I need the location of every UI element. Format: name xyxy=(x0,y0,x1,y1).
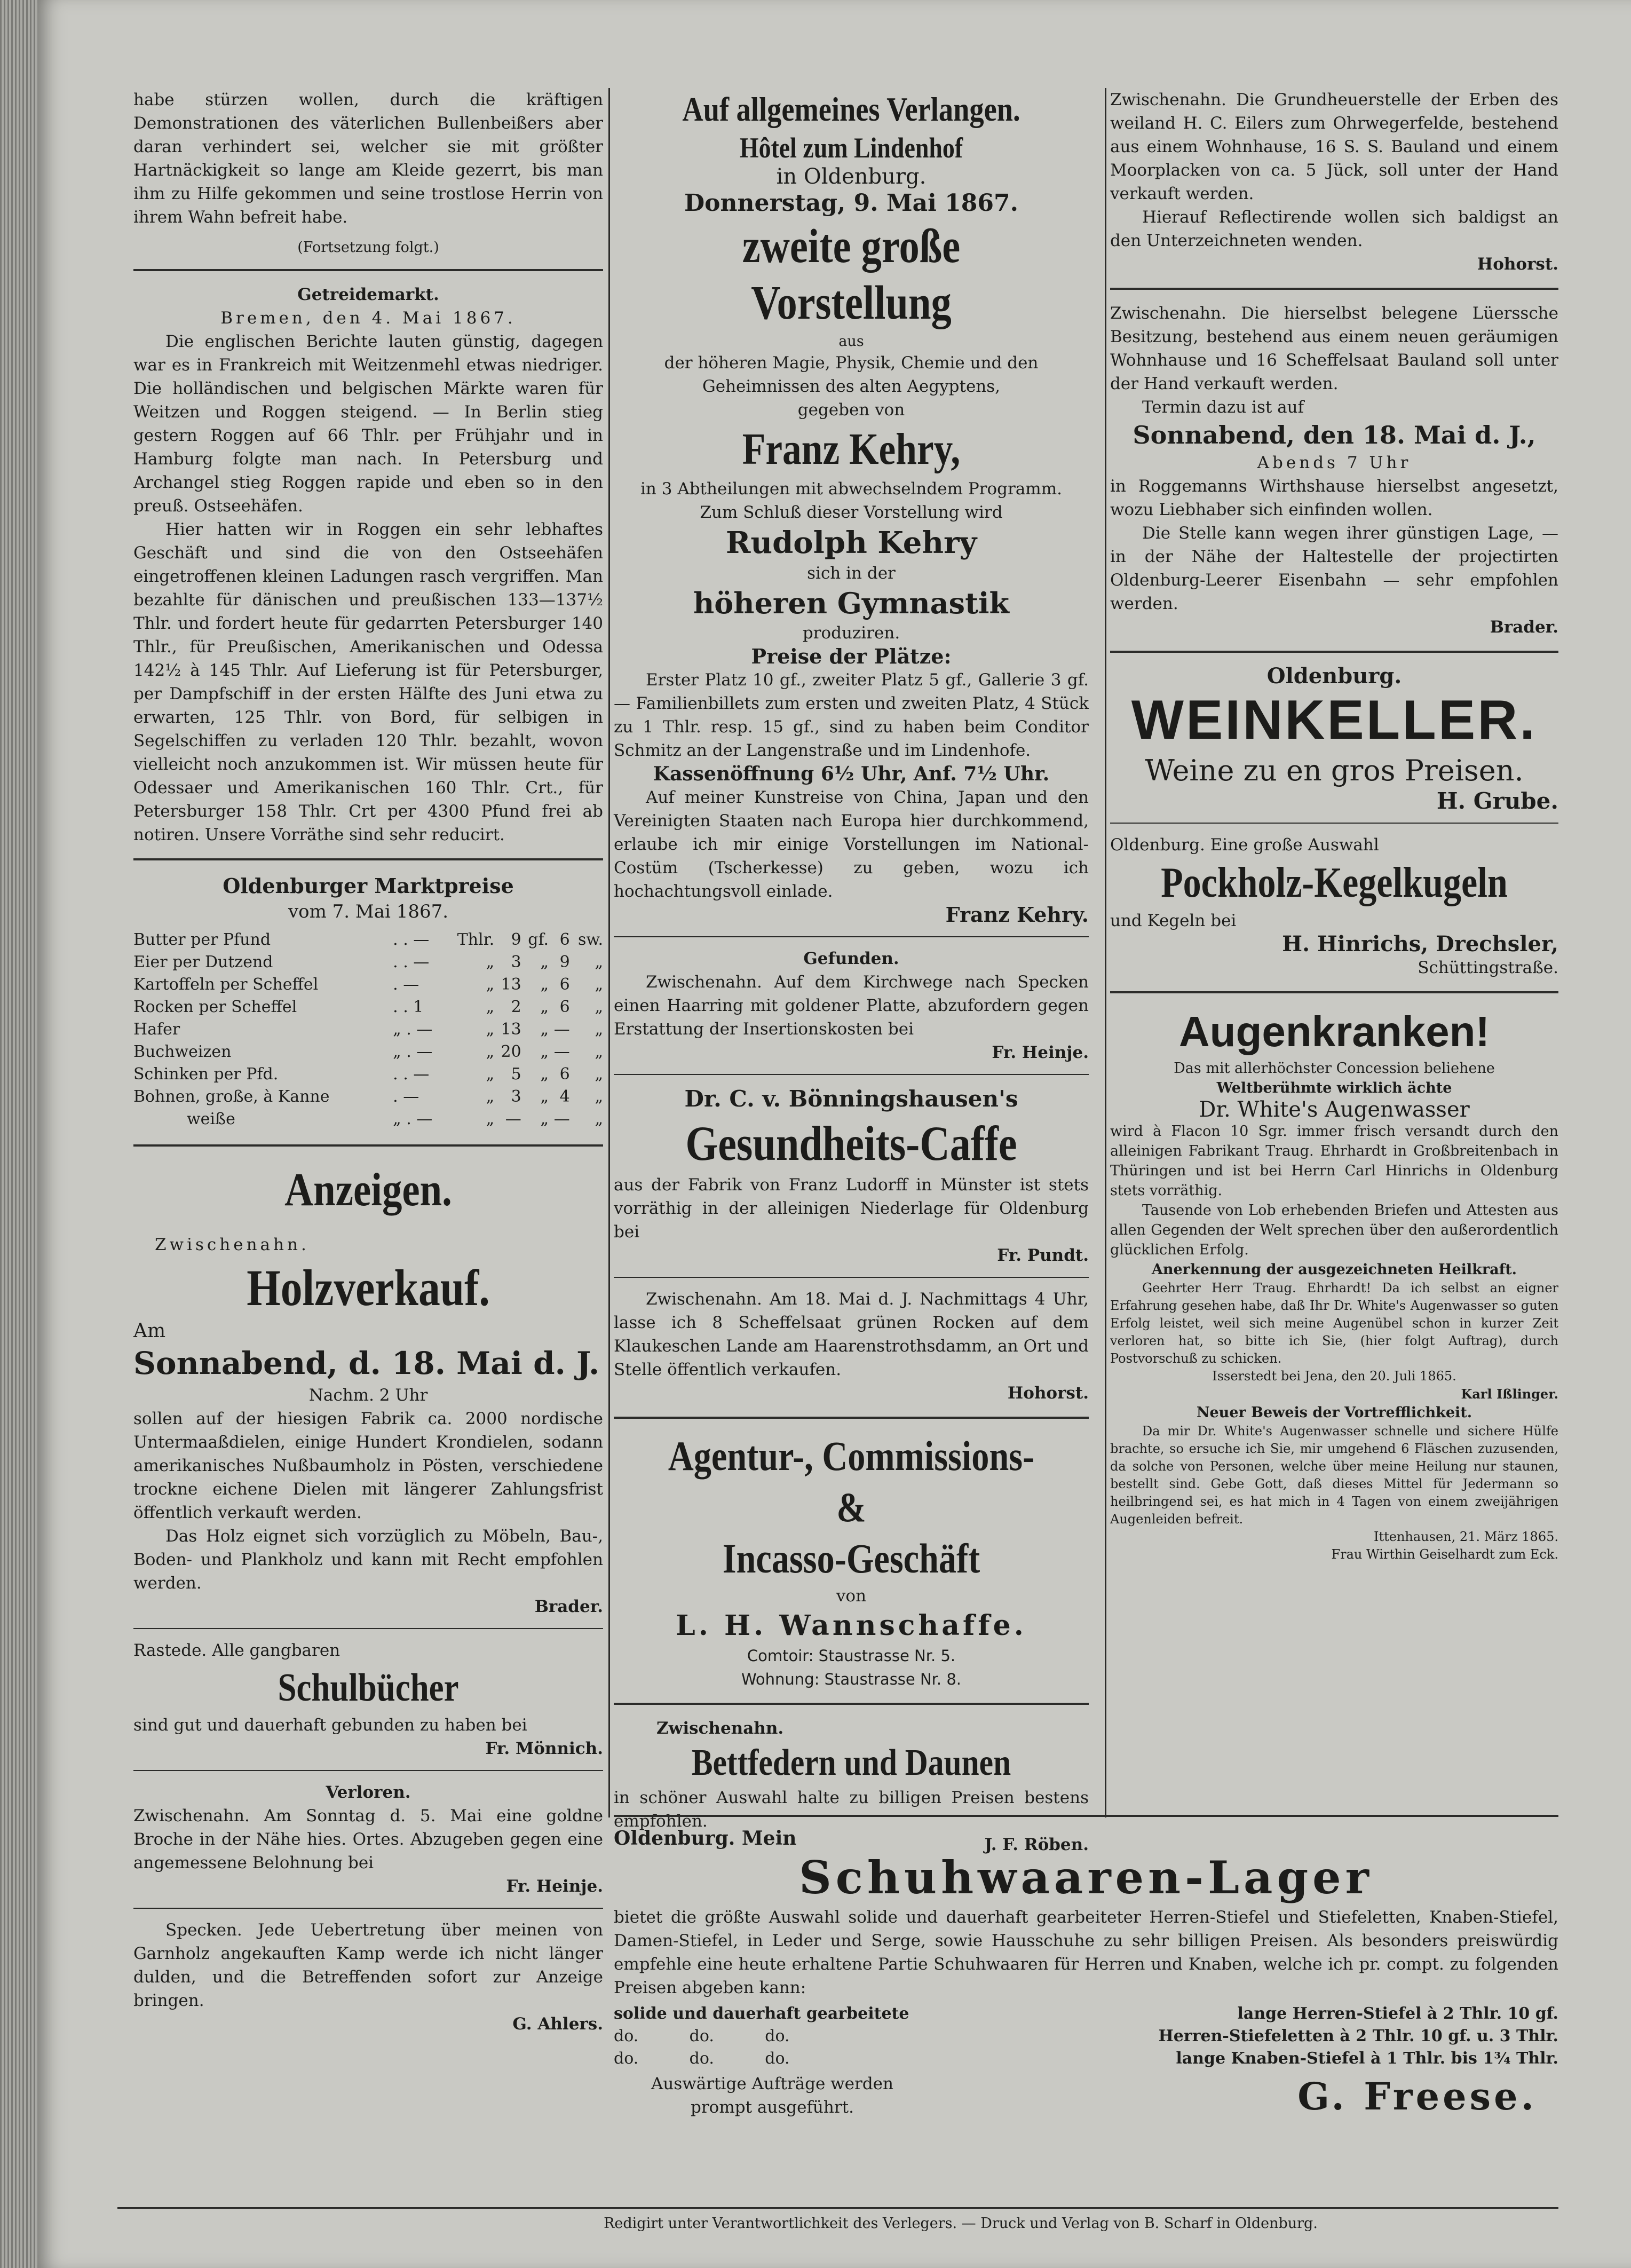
found-title: Gefunden. xyxy=(803,949,899,968)
price-cell: 6 xyxy=(559,998,570,1016)
price-cell: 4 xyxy=(559,1087,570,1106)
price-cell: „ xyxy=(540,998,549,1016)
shoe-title: Schuhwaaren-Lager xyxy=(799,1851,1373,1904)
agency-office: Comtoir: Staustrasse Nr. 5. xyxy=(747,1647,956,1665)
agency-title-2: Incasso-Geschäft xyxy=(722,1535,980,1582)
show-produziren: produziren. xyxy=(802,623,900,643)
eye-testimonial: Geehrter Herr Traug. Ehrhardt! Da ich selbst an eigner Erfahrung gesehen habe, daß Ihr Dr. White's Augenwasser so guten Erfolg leistet, weil sich meine Augenübel schon in kurzer Zeit verloren hat, so bitte ich Sie, (hier folgt Auftrag), durch Postvorschuß zu schicken. xyxy=(1110,1281,1558,1366)
price-cell: „ xyxy=(540,1110,549,1128)
kegel-text: und Kegeln bei xyxy=(1110,911,1237,930)
grain-dateline: Bremen, den 4. Mai 1867. xyxy=(220,309,516,328)
price-cell: „ xyxy=(486,1110,495,1128)
found-text: Zwischenahn. Auf dem Kirchwege nach Specken einen Haarring mit goldener Platte, abzufordern gegen Erstattung der Insertionskosten bei xyxy=(614,973,1089,1039)
lost-text: Zwischenahn. Am Sonntag d. 5. Mai eine goldne Broche in der Nähe hies. Ortes. Abzugeben gegen eine angemessene Belohnung bei xyxy=(133,1806,603,1872)
price-cell: „ xyxy=(540,1042,549,1061)
price-cell: „ . — xyxy=(393,1042,433,1061)
eye-text: wird à Flacon 10 Sgr. immer frisch versandt durch den alleinigen Fabrikant Traug. Ehrhardt in Großbreitenbach in Thüringen und ist bei Herrn Carl Hinrichs in Oldenburg stets vorräthig. xyxy=(1110,1123,1558,1199)
price-cell: „ xyxy=(595,1065,603,1084)
price-row xyxy=(133,1108,603,1131)
price-cell: . . — xyxy=(393,953,430,971)
eye-line: Das mit allerhöchster Concession beliehene xyxy=(1174,1060,1495,1077)
price-cell: . — xyxy=(393,975,419,994)
shoe-quality: do. do. do. xyxy=(614,2027,790,2045)
price-cell: „ xyxy=(540,975,549,994)
shoe-price-row xyxy=(614,2003,1558,2025)
price-row xyxy=(133,1018,603,1041)
agency-title: Agentur-, Commissions- & xyxy=(668,1433,1035,1530)
prices-heading: Preise der Plätze: xyxy=(751,644,952,668)
weinkeller-signature: H. Grube. xyxy=(1436,788,1558,814)
holz-title: Holzverkauf. xyxy=(247,1259,490,1316)
holz-time: Nachm. 2 Uhr xyxy=(308,1386,428,1405)
price-cell: „ xyxy=(486,1042,495,1061)
grain-paragraph: Die englischen Berichte lauten günstig, dagegen war es in Frankreich mit Weitzenmehl etwas niedriger. Die holländischen und belgischen Märkte waren für Weitzen und Roggen steigend. — In Berlin stieg gestern Roggen auf 66 Thlr. per Frühjahr und in Hamburg folgte man nach. In Petersburg und Archangel stieg Roggen rapide und eben so in den preuß. Ostseehäfen. xyxy=(133,332,603,516)
shoe-advertisement xyxy=(614,1815,1558,2119)
price-cell: 2 xyxy=(511,998,521,1016)
price-cell: „ xyxy=(486,998,495,1016)
price-cell: „ . — xyxy=(393,1020,433,1039)
price-cell: Butter per Pfund xyxy=(133,930,271,949)
column-rule xyxy=(1105,88,1106,1817)
found-signature: Fr. Heinje. xyxy=(992,1043,1089,1062)
bett-title: Bettfedern und Daunen xyxy=(691,1742,1011,1783)
price-cell: gf. xyxy=(528,930,549,949)
schul-title: Schulbücher xyxy=(278,1666,459,1710)
show-aus: aus xyxy=(838,333,864,350)
grundheuer-text: Hierauf Reflectirende wollen sich baldigst an den Unterzeichneten wenden. xyxy=(1110,208,1558,250)
price-cell: 6 xyxy=(559,930,570,949)
eye-text: Tausende von Lob erhebenden Briefen und Attesten aus allen Gegenden der Welt sprechen über den außerordentlich glücklichen Erfolg. xyxy=(1110,1202,1558,1258)
shoe-price: lange Knaben-Stiefel à 1 Thlr. bis 1¾ Thlr. xyxy=(1176,2049,1558,2068)
holz-place: Zwischenahn. xyxy=(155,1235,310,1254)
show-title: zweite große Vorstellung xyxy=(742,220,961,329)
luers-date: Sonnabend, den 18. Mai d. J., xyxy=(1133,421,1536,449)
price-row xyxy=(133,996,603,1018)
box-office: Kassenöffnung 6½ Uhr, Anf. 7½ Uhr. xyxy=(653,763,1050,785)
shoe-price-row xyxy=(614,2048,1558,2070)
price-cell: 20 xyxy=(501,1042,521,1061)
continued-note: (Fortsetzung folgt.) xyxy=(297,239,439,256)
price-cell: . . — xyxy=(393,1065,430,1084)
price-cell: „ xyxy=(595,1110,603,1128)
show-program: in 3 Abtheilungen mit abwechselndem Programm. xyxy=(640,479,1062,499)
caffe-text: aus der Fabrik von Franz Ludorff in Münster ist stets vorräthig in der alleinigen Niederlage für Oldenburg bei xyxy=(614,1175,1089,1242)
price-row xyxy=(133,1041,603,1063)
price-cell: „ xyxy=(595,1042,603,1061)
price-cell: Eier per Dutzend xyxy=(133,953,273,971)
price-row xyxy=(133,974,603,996)
shoe-lead: Oldenburg. Mein xyxy=(614,1827,797,1850)
schul-text: sind gut und dauerhaft gebunden zu haben bei xyxy=(133,1716,527,1735)
column-right xyxy=(1110,88,1558,1563)
shoe-note: prompt ausgeführt. xyxy=(691,2098,854,2117)
price-cell: Hafer xyxy=(133,1020,180,1039)
show-closing: Zum Schluß dieser Vorstellung wird xyxy=(700,503,1003,522)
show-given-by: gegeben von xyxy=(797,400,905,420)
kegel-address: Schüttingstraße. xyxy=(1418,958,1558,977)
eye-title: Augenkranken! xyxy=(1178,1008,1490,1055)
performer-name: Franz Kehry, xyxy=(742,424,961,474)
footer-rule xyxy=(117,2207,1558,2209)
kegel-lead: Oldenburg. Eine große Auswahl xyxy=(1110,835,1379,855)
price-cell: — xyxy=(505,1110,521,1128)
holz-am: Am xyxy=(133,1320,166,1342)
price-cell: „ xyxy=(486,953,495,971)
ads-heading: Anzeigen. xyxy=(284,1164,452,1216)
eye-product: Dr. White's Augenwasser xyxy=(1199,1097,1470,1122)
price-cell: Thlr. xyxy=(457,930,495,949)
price-cell: sw. xyxy=(577,930,603,949)
price-cell: — xyxy=(553,1042,570,1061)
price-cell: 6 xyxy=(559,975,570,994)
bett-place: Zwischenahn. xyxy=(656,1719,784,1738)
shoe-text: bietet die größte Auswahl solide und dauerhaft gearbeiteter Herren-Stiefel und Stiefeletten, Knaben-Stiefel, Damen-Stiefel, in Leder und Serge, sowie Hausschuhe zu sehr billigen Preisen. Als besonders preiswürdig empfehle eine heute erhaltene Partie Schuhwaaren für Herren und Knaben, welche ich pr. compt. zu folgenden Preisen abgeben kann: xyxy=(614,1908,1558,1997)
kegel-signature: H. Hinrichs, Drechsler, xyxy=(1282,931,1558,957)
column-left xyxy=(133,88,603,2036)
price-cell: . . 1 xyxy=(393,998,424,1016)
price-row xyxy=(133,929,603,951)
price-cell: „ xyxy=(540,1020,549,1039)
lost-title: Verloren. xyxy=(326,1783,411,1802)
agency-name: L. H. Wannschaffe. xyxy=(676,1609,1027,1642)
price-cell: — xyxy=(553,1110,570,1128)
price-cell: 5 xyxy=(511,1065,521,1084)
imprint-footer: Redigirt unter Verantwortlichkeit des Verlegers. — Druck und Verlag von B. Scharf in Oldenburg. xyxy=(604,2215,1318,2232)
price-cell: Bohnen, große, à Kanne xyxy=(133,1087,330,1106)
holz-text: Das Holz eignet sich vorzüglich zu Möbeln, Bau-, Boden- und Plankholz und kann mit Recht empfohlen werden. xyxy=(133,1527,603,1593)
price-cell: — xyxy=(553,1020,570,1039)
eye-testimonial-place: Isserstedt bei Jena, den 20. Juli 1865. xyxy=(1212,1369,1456,1384)
eye-testimonial-place: Ittenhausen, 21. März 1865. xyxy=(1373,1529,1558,1544)
show-city: in Oldenburg. xyxy=(776,164,927,189)
holz-signature: Brader. xyxy=(534,1597,603,1616)
shoe-price-row xyxy=(614,2025,1558,2048)
grundheuer-text: Zwischenahn. Die Grundheuerstelle der Erben des weiland H. C. Eilers zum Ohrwegerfelde, bestehend aus einem Wohnhause, 16 S. S. Bauland und einem Moorplacken von ca. 5 Jück, soll unter der Hand verkauft werden. xyxy=(1110,90,1558,203)
caffe-signature: Fr. Pundt. xyxy=(997,1246,1089,1265)
price-cell: „ xyxy=(595,953,603,971)
price-cell: „ xyxy=(486,1020,495,1039)
show-signature: Franz Kehry. xyxy=(945,903,1089,927)
column-rule xyxy=(608,88,610,1817)
grain-market-title: Getreidemarkt. xyxy=(297,285,439,304)
grundheuer-signature: Hohorst. xyxy=(1477,255,1558,274)
price-cell: 3 xyxy=(511,953,521,971)
weinkeller-title: WEINKELLER. xyxy=(1131,689,1538,751)
price-table xyxy=(133,929,603,1131)
price-cell: Buchweizen xyxy=(133,1042,232,1061)
luers-text2: in Roggemanns Wirthshause hierselbst angesetzt, wozu Liebhaber sich einfinden wollen. xyxy=(1110,477,1558,519)
show-sich: sich in der xyxy=(807,564,896,583)
show-headline: Auf allgemeines Verlangen. xyxy=(682,90,1020,128)
price-cell: „ xyxy=(486,975,495,994)
price-cell: „ xyxy=(486,1087,495,1106)
bett-signature: J. F. Röben. xyxy=(984,1835,1089,1854)
price-cell: „ xyxy=(595,975,603,994)
grain-paragraph: Hier hatten wir in Roggen ein sehr lebhaftes Geschäft und sind die von den Ostseehäfen eingetroffenen kleinen Ladungen rasch vergriffen. Man bezahlte für dänischen und preußischen 133—137½ Thlr. und fordert heute für gedarrten Petersburger 140 Thlr., für Preußischen, Amerikanischen und Odessa 142½ à 145 Thlr. Auf Lieferung ist für Petersburger, per Dampfschiff in der ersten Hälfte des Juni etwa zu erwarten, 125 Thlr. von Bord, für selbigen in Segelschiffen zu verladen 120 Thlr. bezahlt, wovon vielleicht noch anzukommen ist. Wir müssen heute für Odessaer und Amerikanischen 160 Thlr. Crt., für Petersburger 158 Thlr. Crt per 4300 Pfund frei ab notiren. Unsere Vorräthe sind sehr reducirt. xyxy=(133,520,603,844)
story-ending: habe stürzen wollen, durch die kräftigen Demonstrationen des väterlichen Bullenbeißers aber daran verhindert sei, welcher sie mit größter Hartnäckigkeit so lange am Kleide gezerrt, bis man ihm zu Hilfe gekommen und seine trostlose Herrin von ihrem Wahn befreit habe. xyxy=(133,90,603,227)
luers-text: Zwischenahn. Die hierselbst belegene Lüerssche Besitzung, bestehend aus einem neuen geräumigen Wohnhause und 16 Scheffelsaat Bauland soll unter der Hand verkauft werden. xyxy=(1110,304,1558,393)
price-cell: „ xyxy=(540,1087,549,1106)
luers-termin: Termin dazu ist auf xyxy=(1142,398,1304,417)
show-subject: der höheren Magie, Physik, Chemie und den Geheimnissen des alten Aegyptens, xyxy=(664,353,1039,396)
shoe-price: Herren-Stiefeletten à 2 Thlr. 10 gf. u. 3 Thlr. xyxy=(1158,2027,1558,2045)
eye-testimonial-name: Karl Ißlinger. xyxy=(1461,1386,1558,1402)
price-cell: „ xyxy=(595,998,603,1016)
price-cell: weiße xyxy=(187,1110,235,1128)
eye-testimonial-heading: Anerkennung der ausgezeichneten Heilkraft. xyxy=(1151,1261,1517,1278)
agency-von: von xyxy=(836,1586,867,1606)
saat-signature: Hohorst. xyxy=(1007,1384,1089,1403)
luers-signature: Brader. xyxy=(1490,618,1558,637)
price-row xyxy=(133,1086,603,1108)
weinkeller-city: Oldenburg. xyxy=(1266,663,1402,689)
price-cell: „ xyxy=(540,953,549,971)
price-cell: Rocken per Scheffel xyxy=(133,998,297,1016)
price-cell: „ xyxy=(486,1065,495,1084)
price-cell: Schinken per Pfd. xyxy=(133,1065,279,1084)
caffe-title: Gesundheits-Caffe xyxy=(685,1116,1017,1171)
show-date: Donnerstag, 9. Mai 1867. xyxy=(684,189,1018,217)
price-cell: 13 xyxy=(501,975,521,994)
price-cell: Kartoffeln per Scheffel xyxy=(133,975,319,994)
price-cell: 9 xyxy=(559,953,570,971)
price-row xyxy=(133,951,603,974)
book-gutter xyxy=(0,0,37,2268)
market-prices-title: Oldenburger Marktpreise xyxy=(223,874,514,898)
eye-testimonial-heading: Neuer Beweis der Vortrefflichkeit. xyxy=(1196,1404,1472,1421)
bett-text: in schöner Auswahl halte zu billigen Preisen bestens empfohlen. xyxy=(614,1788,1089,1831)
kegel-title: Pockholz-Kegelkugeln xyxy=(1161,859,1508,906)
price-cell: 3 xyxy=(511,1087,521,1106)
eye-testimonial: Da mir Dr. White's Augenwasser schnelle und sichere Hülfe brachte, so ersuche ich Sie, mir umgehend 6 Fläschen zuzusenden, da solche von Personen, welche über meine Heilung nur staunen, bestellt sind. Gebe Gott, daß dieses Mittel für Jedermann so heilbringend sei, es hat mich in 4 Tagen von einem zweijährigen Augenleiden befreit. xyxy=(1110,1424,1558,1527)
shoe-quality: do. do. do. xyxy=(614,2049,790,2068)
price-cell: 13 xyxy=(501,1020,521,1039)
lost-signature: Fr. Heinje. xyxy=(506,1877,603,1896)
caffe-maker: Dr. C. v. Bönningshausen's xyxy=(684,1086,1018,1112)
eye-line: Weltberühmte wirklich ächte xyxy=(1216,1080,1452,1096)
schul-signature: Fr. Mönnich. xyxy=(485,1739,603,1758)
market-prices-date: vom 7. Mai 1867. xyxy=(288,901,449,922)
price-cell: . . — xyxy=(393,930,430,949)
price-cell: 6 xyxy=(559,1065,570,1084)
price-cell: „ xyxy=(540,1065,549,1084)
price-row xyxy=(133,1063,603,1086)
show-tour-text: Auf meiner Kunstreise von China, Japan und den Vereinigten Staaten nach Europa hier durchkommend, erlaube ich mir einige Vorstellungen im National-Costüm (Tscherkesse) zu geben, wozu ich hochachtungsvoll einlade. xyxy=(614,788,1089,901)
agency-home: Wohnung: Staustrasse Nr. 8. xyxy=(741,1670,962,1688)
specken-text: Specken. Jede Uebertretung über meinen von Garnholz angekauften Kamp werde ich nicht länger dulden, und die Betreffenden sofort zur Anzeige bringen. xyxy=(133,1921,603,2010)
holz-date: Sonnabend, d. 18. Mai d. J. xyxy=(133,1345,600,1381)
luers-text3: Die Stelle kann wegen ihrer günstigen Lage, — in der Nähe der Haltestelle der projectirten Oldenburg-Leerer Eisenbahn — sehr empfohlen werden. xyxy=(1110,524,1558,613)
eye-testimonial-name: Frau Wirthin Geiselhardt zum Eck. xyxy=(1331,1547,1558,1562)
shoe-signature: G. Freese. xyxy=(1297,2074,1537,2119)
specken-signature: G. Ahlers. xyxy=(512,2014,603,2034)
schul-lead: Rastede. Alle gangbaren xyxy=(133,1641,341,1660)
price-cell: „ . — xyxy=(393,1110,433,1128)
prices-text: Erster Platz 10 gf., zweiter Platz 5 gf., Gallerie 3 gf. — Familienbillets zum ersten und zweiten Platz, 4 Stück zu 1 Thlr. resp. 15 gf., sind zu haben beim Conditor Schmitz an der Langenstraße und im Lindenhofe. xyxy=(614,670,1089,760)
price-cell: „ xyxy=(595,1087,603,1106)
shoe-note: Auswärtige Aufträge werden xyxy=(651,2074,893,2093)
price-cell: 9 xyxy=(511,930,521,949)
column-middle xyxy=(614,88,1089,1856)
second-performer: Rudolph Kehry xyxy=(725,525,977,560)
holz-text: sollen auf der hiesigen Fabrik ca. 2000 nordische Untermaaßdielen, einige Hundert Krondielen, sodann amerikanisches Nußbaumholz in Pösten, verschiedene trockne eichene Dielen mit längerer Zahlungsfrist öffentlich verkauft werden. xyxy=(133,1409,603,1522)
price-cell: . — xyxy=(393,1087,419,1106)
shoe-price: lange Herren-Stiefel à 2 Thlr. 10 gf. xyxy=(1237,2004,1558,2023)
saat-text: Zwischenahn. Am 18. Mai d. J. Nachmittags 4 Uhr, lasse ich 8 Scheffelsaat grünen Rocken auf dem Klaukeschen Lande am Haarenstrothsdamm, an Ort und Stelle öffentlich verkaufen. xyxy=(614,1290,1089,1379)
show-gymnastics: höheren Gymnastik xyxy=(693,586,1009,620)
luers-time: Abends 7 Uhr xyxy=(1257,453,1412,472)
price-cell: „ xyxy=(595,1020,603,1039)
shoe-quality: solide und dauerhaft gearbeitete xyxy=(614,2004,909,2023)
show-venue: Hôtel zum Lindenhof xyxy=(739,132,963,164)
weinkeller-subtitle: Weine zu en gros Preisen. xyxy=(1145,754,1524,787)
